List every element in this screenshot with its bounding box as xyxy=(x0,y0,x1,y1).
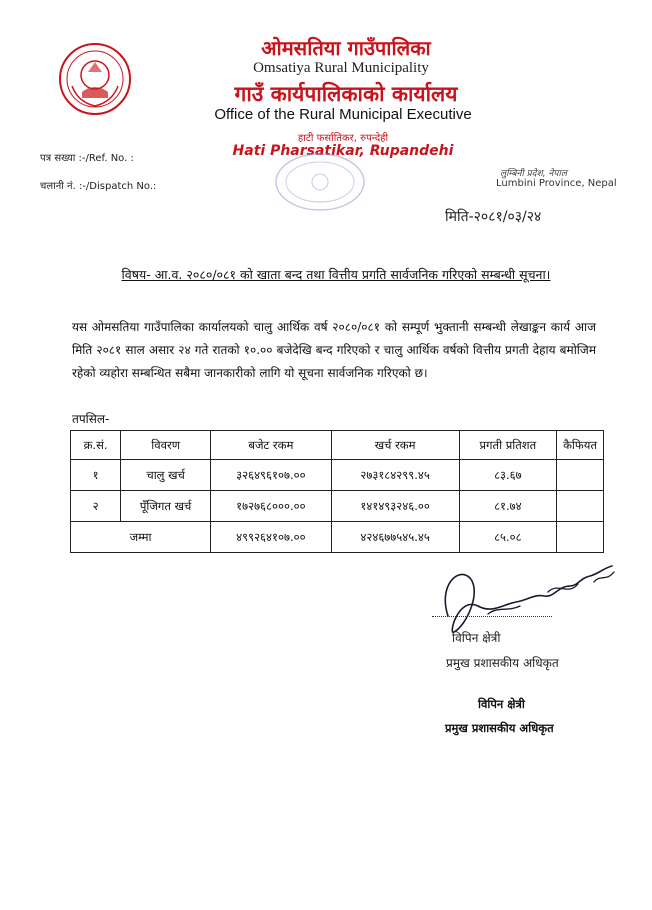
letter-date: मिति-२०८१/०३/२४ xyxy=(445,209,542,225)
letter-body: यस ओमसतिया गाउँपालिका कार्यालयको चालु आर्थिक वर्ष २०८०/०८१ को सम्पूर्ण भुक्तानी सम्बन्धी लेखाङ्कन कार्य आज मिति २०८१ साल असार २४ गते रातको १०.०० बजेदेखि बन्द गरिएको र चालु आर्थिक वर्षको वित्तीय प्रगती देहाय बमोजिम रहेको व्यहोरा सम्बन्धित सबैमा जानकारीको लागि यो सूचना सार्वजनिक गरिएको छ। xyxy=(72,320,596,380)
cell-serial: १ xyxy=(71,460,121,491)
total-label: जम्मा xyxy=(71,522,211,553)
handwritten-signature xyxy=(408,556,628,654)
municipality-name-english: Omsatiya Rural Municipality xyxy=(253,60,429,76)
cell-progress: ८१.७४ xyxy=(459,491,556,522)
reference-number-label: पत्र सख्या :-/Ref. No. : xyxy=(40,153,134,164)
office-name-nepali: गाउँ कार्यपालिकाको कार्यालय xyxy=(234,82,458,106)
signatory-name-handwritten: विपिन क्षेत्री xyxy=(452,631,501,645)
municipality-name-nepali: ओमसतिया गाउँपालिका xyxy=(261,36,431,60)
total-remarks xyxy=(557,522,604,553)
table-row xyxy=(71,460,604,491)
province-nepali: लुम्बिनी प्रदेश, नेपाल xyxy=(500,169,567,179)
table-row xyxy=(71,491,604,522)
cell-remarks xyxy=(557,491,604,522)
cell-description: पूँजिगत खर्च xyxy=(121,491,211,522)
details-label: तपसिल- xyxy=(72,412,110,426)
province-english: Lumbini Province, Nepal xyxy=(496,178,617,189)
office-stamp xyxy=(272,150,368,214)
cell-expense: २७३१८४२९९.४५ xyxy=(331,460,459,491)
total-budget: ४९९२६४१०७.०० xyxy=(211,522,332,553)
signature-line xyxy=(432,616,552,617)
table-header-row xyxy=(71,431,604,460)
cell-expense: १४१४९३२४६.०० xyxy=(331,491,459,522)
header-progress-percent: प्रगती प्रतिशत xyxy=(459,431,556,460)
cell-description: चालु खर्च xyxy=(121,460,211,491)
office-name-english: Office of the Rural Municipal Executive xyxy=(214,106,472,123)
cell-remarks xyxy=(557,460,604,491)
header-serial: क्र.सं. xyxy=(71,431,121,460)
dispatch-number-label: चलानी नं. :-/Dispatch No.: xyxy=(40,181,157,192)
header-description: विवरण xyxy=(121,431,211,460)
total-progress: ८५.०८ xyxy=(459,522,556,553)
cell-serial: २ xyxy=(71,491,121,522)
total-expense: ४२४६७७५४५.४५ xyxy=(331,522,459,553)
signatory-name: विपिन क्षेत्री xyxy=(478,697,525,711)
address-english: Hati Pharsatikar, Rupandehi xyxy=(232,143,454,159)
table-total-row xyxy=(71,522,604,553)
financial-progress-table xyxy=(70,430,604,553)
signatory-title: प्रमुख प्रशासकीय अधिकृत xyxy=(445,721,554,735)
cell-budget: ३२६४९६१०७.०० xyxy=(211,460,332,491)
header-expense: खर्च रकम xyxy=(331,431,459,460)
header-budget: बजेट रकम xyxy=(211,431,332,460)
address-nepali: हाटी फर्सातिकर, रुपन्देही xyxy=(297,133,389,144)
cell-budget: १७२७६८०००.०० xyxy=(211,491,332,522)
header-remarks: कैफियत xyxy=(557,431,604,460)
cell-progress: ८३.६७ xyxy=(459,460,556,491)
signatory-title-handwritten: प्रमुख प्रशासकीय अधिकृत xyxy=(446,656,559,670)
letter-subject: विषय- आ.व. २०८०/०८१ को खाता बन्द तथा वित्तीय प्रगति सार्वजनिक गरिएको सम्बन्धी सूचना। xyxy=(121,267,551,282)
